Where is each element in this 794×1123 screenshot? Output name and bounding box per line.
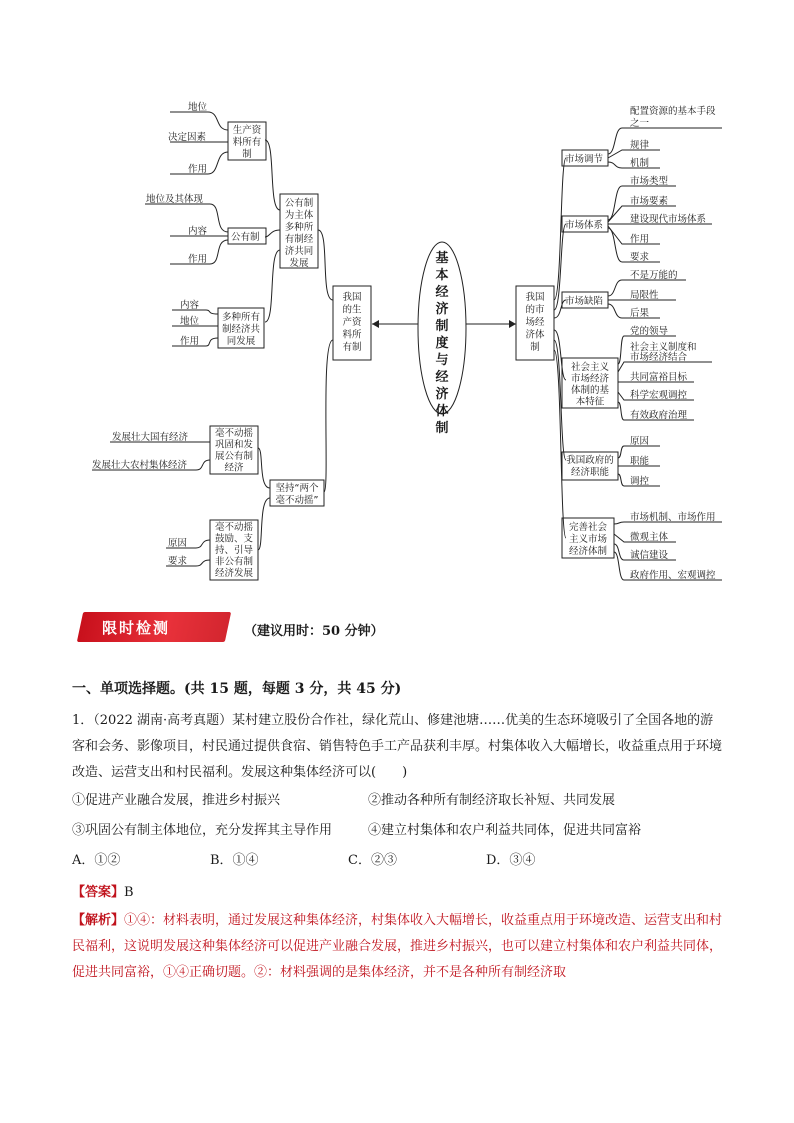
socialist-leaf-4: 科学宏观调控	[630, 390, 688, 401]
market-reg-leaf-1: 配置资源的基本手段	[630, 106, 716, 117]
unwaver-private-node-line-4: 非公有制	[214, 556, 254, 568]
market-fail-leaf-3: 后果	[630, 308, 650, 319]
gov-leaf-1: 原因	[630, 436, 650, 447]
left-root-line-2: 的生	[342, 304, 362, 316]
unwaver-public-leaf-2: 发展壮大农村集体经济	[92, 460, 188, 471]
question-options	[72, 786, 724, 846]
market-fail-leaf-1: 不是万能的	[630, 270, 678, 281]
market-sys-leaf-3: 建设现代市场体系	[630, 214, 707, 225]
perfect-node-line-1: 完善社会	[568, 522, 608, 533]
multi-leaf-role: 作用	[180, 336, 200, 347]
public-main-node-line-1: 公有制	[284, 198, 314, 209]
option-3: ③巩固公有制主体地位，充分发挥其主导作用	[72, 823, 333, 838]
socialist-leaf-5: 有效政府治理	[630, 410, 688, 421]
center-topic: 基本经济制度与经济体制	[435, 251, 449, 436]
two-unwavering-node-line-2: 毫不动摇”	[275, 495, 319, 506]
question-stem: 1．（2022 湖南·高考真题）某村建立股份合作社，绿化荒山、修建池塘……优美的生态环境吸引了全国各地的游客和会务、影像项目，村民通过提供食宿、销售特色手工产品获利丰厚。村集体收入大幅增长，收益重点用于环境改造、运营支出和村民福利。发展这种集体经济可以( )	[72, 713, 723, 780]
gov-node-line-2: 经济职能	[570, 467, 610, 478]
right-root-line-3: 场经	[525, 317, 545, 328]
public-main-node-line-3: 多种所	[284, 222, 314, 233]
prod-means-node-line-3: 制	[242, 149, 252, 160]
public-main-node-line-4: 有制经	[284, 234, 314, 245]
choice-a: A．①②	[72, 853, 121, 868]
option-1: ①促进产业融合发展，推进乡村振兴	[72, 793, 281, 808]
right-root-line-5: 制	[530, 342, 540, 353]
section-title: 一、单项选择题。(共 15 题，每题 3 分，共 45 分)	[72, 681, 402, 697]
option-4: ④建立村集体和农户利益共同体，促进共同富裕	[368, 823, 642, 838]
public-leaf-position: 地位及其体现	[146, 194, 204, 205]
option-2: ②推动各种所有制经济取长补短、共同发展	[368, 793, 616, 808]
gov-leaf-3: 调控	[630, 476, 650, 487]
socialist-node-line-4: 本特征	[575, 396, 605, 408]
socialist-node-line-1: 社会主义	[570, 362, 610, 373]
timed-test-banner	[72, 612, 724, 646]
perfect-leaf-4: 政府作用、宏观调控	[630, 570, 716, 581]
unwaver-private-node-line-3: 持、引导	[214, 545, 254, 556]
right-root-line-1: 我国	[525, 292, 545, 303]
public-main-node-line-5: 济共同	[284, 246, 314, 257]
prod-means-node-line-2: 料所有	[232, 137, 262, 148]
unwaver-public-node-line-1: 毫不动摇	[214, 428, 254, 439]
unwaver-private-leaf-2: 要求	[168, 556, 188, 567]
unwaver-private-leaf-1: 原因	[168, 538, 188, 549]
prod-leaf-factor: 决定因素	[168, 132, 207, 143]
gov-leaf-2: 职能	[630, 456, 650, 467]
left-root-line-3: 产资	[342, 317, 362, 328]
public-main-node-line-6: 发展	[289, 258, 309, 269]
multi-own-node-line-2: 制经济共	[221, 324, 261, 335]
unwaver-private-node-line-2: 鼓励、支	[214, 533, 254, 545]
perfect-node-line-3: 经济体制	[568, 546, 608, 557]
socialist-leaf-2b: 市场经济结合	[630, 352, 688, 363]
left-root-line-1: 我国	[342, 292, 362, 303]
choice-b: B．①④	[210, 853, 259, 868]
analysis-block	[72, 908, 724, 986]
prod-leaf-role: 作用	[188, 164, 208, 175]
multi-leaf-content: 内容	[180, 300, 200, 311]
unwaver-public-node-line-2: 巩固和发	[214, 439, 254, 451]
banner-title: 限时检测	[102, 619, 171, 637]
market-reg-leaf-3: 机制	[630, 158, 650, 169]
analysis-label: 【解析】	[72, 913, 125, 928]
public-leaf-content: 内容	[188, 226, 208, 237]
choice-d: D．③④	[486, 853, 536, 868]
market-sys-leaf-4: 作用	[630, 234, 650, 245]
market-sys-node: 市场体系	[565, 220, 604, 231]
public-own-node: 公有制	[231, 232, 260, 243]
multi-leaf-position: 地位	[180, 316, 200, 327]
perfect-leaf-3: 诚信建设	[630, 550, 669, 561]
analysis-text: ①④：材料表明，通过发展这种集体经济，村集体收入大幅增长，收益重点用于环境改造、运营支出和村民福利，这说明发展这种集体经济可以促进产业融合发展，推进乡村振兴，也可以建立村集体和农户利益共同体，促进共同富裕，①④正确切题。②：材料强调的是集体经济，并不是各种所有制经济取	[72, 913, 723, 980]
left-root-line-5: 有制	[342, 342, 362, 353]
public-leaf-role: 作用	[188, 254, 208, 265]
unwaver-public-node-line-3: 展公有制	[214, 451, 254, 462]
market-sys-leaf-1: 市场类型	[630, 176, 669, 187]
right-root-line-4: 济体	[525, 329, 545, 341]
market-reg-node: 市场调节	[565, 154, 604, 165]
prod-means-node-line-1: 生产资	[232, 125, 262, 136]
prod-leaf-position: 地位	[188, 102, 208, 113]
public-main-node-line-2: 为主体	[284, 210, 314, 221]
gov-node-line-1: 我国政府的	[566, 455, 614, 466]
socialist-node-line-3: 体制的基	[570, 385, 610, 396]
multi-own-node-line-3: 同发展	[226, 336, 256, 347]
unwaver-public-node-line-4: 经济	[224, 462, 244, 474]
two-unwavering-node-line-1: 坚持“两个	[275, 483, 319, 494]
right-root-line-2: 的市	[525, 304, 545, 316]
banner-subtitle: （建议用时：50 分钟）	[244, 624, 384, 639]
exam-content	[72, 612, 724, 986]
multi-own-node-line-1: 多种所有	[221, 312, 261, 323]
unwaver-private-node-line-1: 毫不动摇	[214, 522, 254, 533]
answer-line	[72, 878, 724, 908]
answer-label: 【答案】	[72, 885, 125, 900]
market-fail-node: 市场缺陷	[565, 296, 604, 307]
unwaver-public-leaf-1: 发展壮大国有经济	[112, 432, 189, 443]
socialist-leaf-3: 共同富裕目标	[630, 372, 688, 383]
socialist-node-line-2: 市场经济	[570, 373, 610, 385]
left-root-line-4: 料所	[342, 329, 362, 341]
answer-value: B	[124, 885, 134, 900]
perfect-leaf-2: 微观主体	[630, 532, 669, 543]
market-sys-leaf-5: 要求	[630, 252, 650, 263]
choice-c: C．②③	[348, 853, 397, 868]
unwaver-private-node-line-5: 经济发展	[214, 568, 254, 579]
market-reg-leaf-1b: 之一	[630, 118, 650, 129]
market-sys-leaf-2: 市场要素	[630, 196, 669, 207]
market-fail-leaf-2: 局限性	[630, 290, 659, 301]
socialist-leaf-2: 社会主义制度和	[630, 342, 697, 353]
answer-choices	[72, 846, 724, 876]
socialist-leaf-1: 党的领导	[630, 326, 669, 337]
market-reg-leaf-2: 规律	[630, 140, 650, 151]
perfect-leaf-1: 市场机制、市场作用	[630, 512, 716, 523]
perfect-node-line-2: 主义市场	[568, 534, 608, 545]
